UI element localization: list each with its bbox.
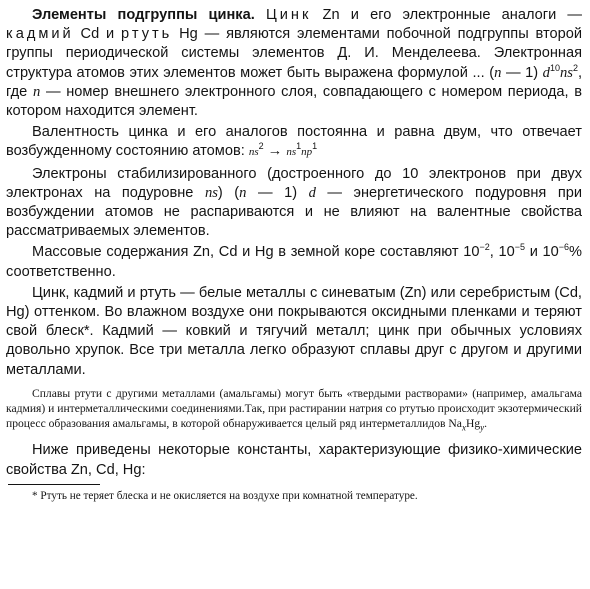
formula-ground-state: ns — [248, 146, 259, 159]
footnote: * Ртуть не теряет блеска и не окисляется на воздухе при комнатной температуре. — [32, 489, 418, 502]
paragraph-intro: Элементы подгруппы цинка. Цинк Zn и его электронные аналоги — кадмий Cd и ртуть Hg — являются элементами побочной подгруппы второй группы периодической системы элементов Д. И. Менделеева. Электронная структура атомов этих элементов может быть выражена формулой ... (n — 1) $d^{10}ns^2$, где n — номер внешнего электронного слоя, совпадающего с номером периода, в котором находится элемент. — [6, 7, 583, 120]
term-zinc: Цинк — [265, 7, 312, 23]
term-cadmium: кадмий — [6, 26, 74, 43]
arrow-glyph: → — [263, 143, 287, 160]
paragraph-abundance: Массовые содержания Zn, Cd и Hg в земной коре составляют $10^{-2}$, $10^{-5}$ и $10^{-6}\%$ соответственно. — [6, 242, 583, 280]
footnote-divider — [8, 484, 100, 485]
formula-excited-state: ns — [286, 146, 297, 159]
paragraph-properties: Цинк, кадмий и ртуть — белые металлы с синеватым (Zn) или серебристым (Cd, Hg) оттенком. Во влажном воздухе они покрываются оксидными пленками и теряют свой блеск*. Кадмий — ковкий и тягучий металл; цинк при обычных условиях довольно хрупок. Все три металла легко образуют сплавы друг с другом и другими металлами. — [6, 284, 582, 378]
paragraph-valence: Валентность цинка и его аналогов постоянна и равна двум, что отвечает возбужденному состоянию атомов: $ns^2 \to ns^1np^1$ — [6, 124, 582, 160]
small-print-note: Сплавы ртути с другими металлами (амальгамы) могут быть «твердыми растворами» (например, амальгама кадмия) и интерметаллическими соединениями.Так, при растирании натрия со ртутью происходит экзотермический процесс образования амальгамы, в которой обнаруживается целый ряд интерметаллидов $Na_xHg_y$. — [6, 386, 582, 433]
paragraph-constants-intro: Ниже приведены некоторые константы, характеризующие физико-химические свойства Zn, Cd, Hg: — [6, 442, 582, 478]
term-mercury: ртуть — [121, 26, 173, 43]
section-heading: Элементы подгруппы цинка. — [32, 7, 255, 23]
paragraph-electrons: Электроны стабилизированного (достроенного до 10 электронов при двух электронах на подуровне ns) (n — 1) d — энергетического подуровня при возбуждении атомов не распариваются и не влияют на валентные свойства рассматриваемых элементов. — [6, 165, 583, 240]
